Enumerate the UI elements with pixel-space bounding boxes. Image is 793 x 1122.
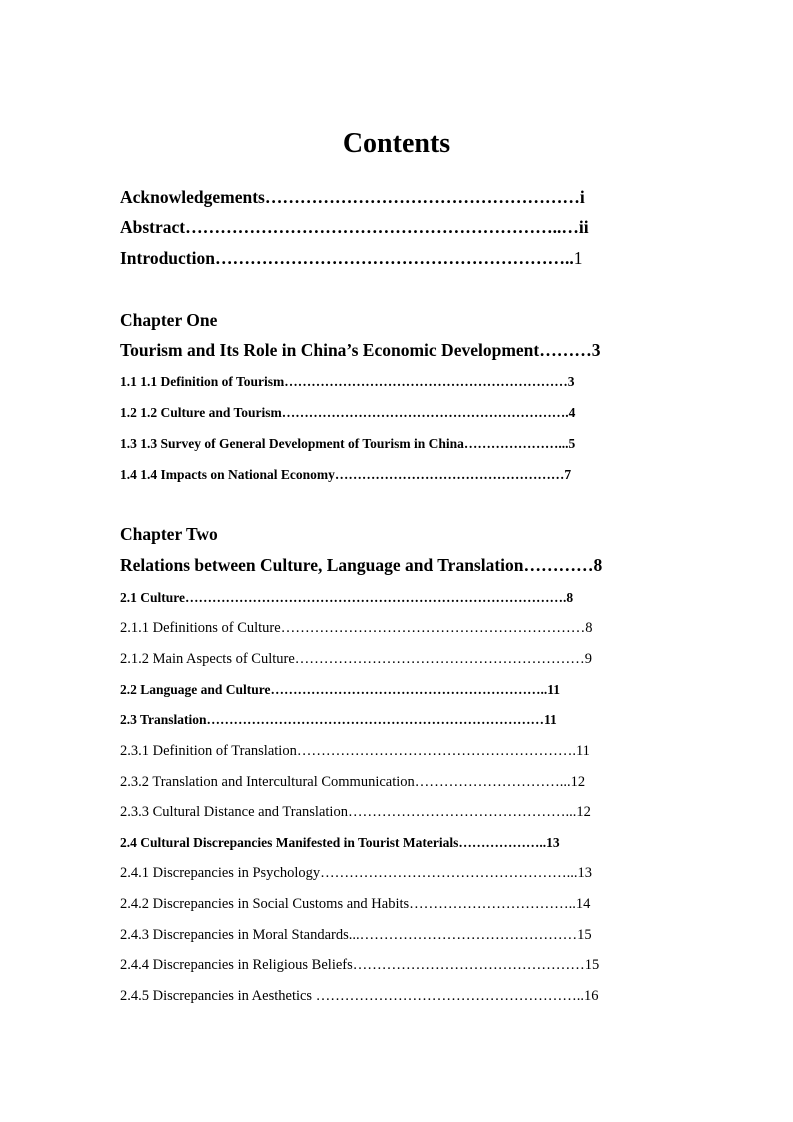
toc-entry-2-4[interactable]: 2.4 Cultural Discrepancies Manifested in Tourist Materials………………..13: [120, 835, 560, 850]
chapter-one-title[interactable]: Tourism and Its Role in China’s Economic Development………3: [120, 340, 601, 360]
toc-entry-introduction-page: 1: [573, 248, 583, 268]
page-title: Contents: [342, 128, 451, 159]
chapter-one-heading: Chapter One: [120, 310, 218, 330]
toc-entry-2-2[interactable]: 2.2 Language and Culture……………………………………………………..11: [120, 682, 561, 697]
toc-entry-2-3-3[interactable]: 2.3.3 Cultural Distance and Translation………………………………………...12: [120, 804, 591, 820]
toc-entry-introduction[interactable]: [120, 247, 582, 269]
toc-entry-2-4-3[interactable]: 2.4.3 Discrepancies in Moral Standards...………………………………………15: [120, 927, 592, 943]
toc-entry-introduction-title: Introduction……………………………………………………..: [120, 248, 574, 268]
chapter-two-title[interactable]: Relations between Culture, Language and Translation…………8: [120, 555, 603, 575]
toc-entry-abstract[interactable]: Abstract………………………………………………………..…ii: [120, 217, 589, 237]
chapter-two-heading: Chapter Two: [120, 524, 218, 544]
toc-entry-2-4-1[interactable]: 2.4.1 Discrepancies in Psychology……………………………………………...13: [120, 865, 593, 881]
toc-entry-2-3-1[interactable]: 2.3.1 Definition of Translation………………………………………………….11: [120, 743, 590, 759]
toc-entry-1-3[interactable]: 1.3 1.3 Survey of General Development of Tourism in China…………………...5: [120, 436, 576, 451]
toc-entry-acknowledgements[interactable]: Acknowledgements………………………………………………i: [120, 187, 585, 207]
toc-entry-2-4-5[interactable]: 2.4.5 Discrepancies in Aesthetics ………………………………………………..16: [120, 988, 599, 1004]
toc-entry-2-1-1[interactable]: 2.1.1 Definitions of Culture………………………………………………………8: [120, 620, 593, 636]
toc-entry-2-3-2[interactable]: 2.3.2 Translation and Intercultural Communication…………………………...12: [120, 774, 586, 790]
toc-entry-2-4-4[interactable]: 2.4.4 Discrepancies in Religious Beliefs…………………………………………15: [120, 957, 600, 973]
toc-entry-1-1[interactable]: 1.1 1.1 Definition of Tourism………………………………………………………3: [120, 374, 575, 389]
toc-entry-2-4-2[interactable]: 2.4.2 Discrepancies in Social Customs and Habits……………………………..14: [120, 896, 591, 912]
toc-entry-2-3[interactable]: 2.3 Translation…………………………………………………………………11: [120, 712, 557, 727]
toc-entry-2-1-2[interactable]: 2.1.2 Main Aspects of Culture……………………………………………………9: [120, 651, 593, 667]
toc-entry-2-1[interactable]: 2.1 Culture………………………………………………………………………….8: [120, 590, 574, 605]
toc-entry-1-2[interactable]: 1.2 1.2 Culture and Tourism……………………………………………………….4: [120, 405, 576, 420]
toc-entry-1-4[interactable]: 1.4 1.4 Impacts on National Economy……………………………………………7: [120, 467, 572, 482]
